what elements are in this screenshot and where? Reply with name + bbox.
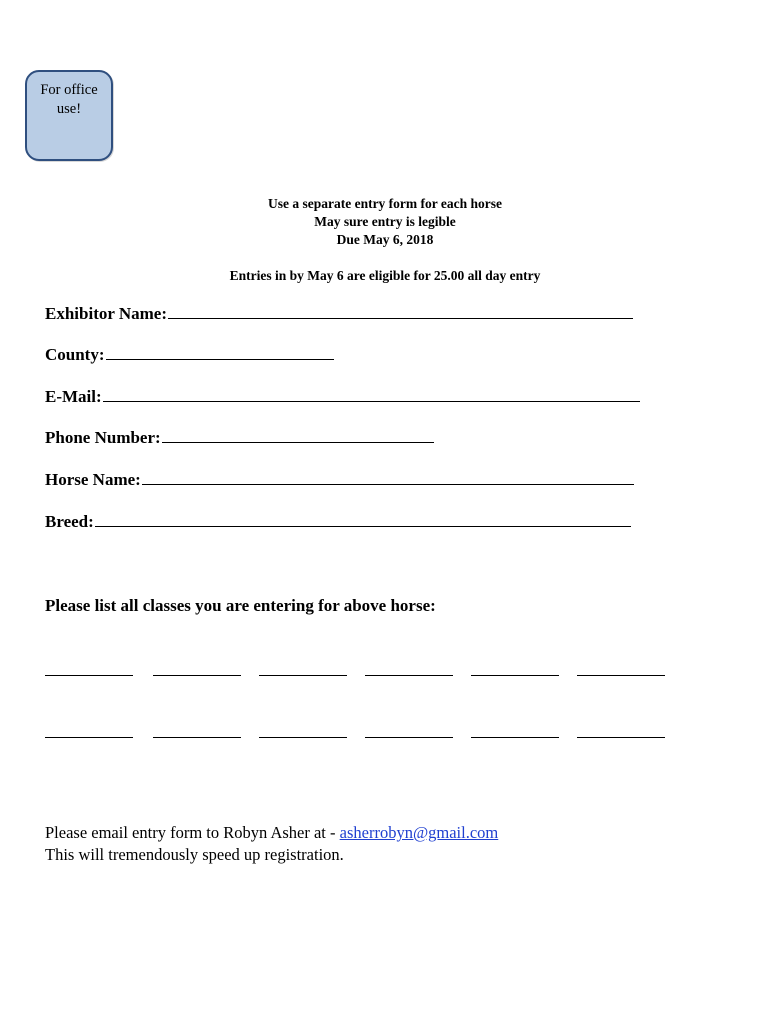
phone-number-label: Phone Number: [45, 428, 161, 447]
breed-field[interactable] [45, 511, 631, 533]
county-blank[interactable] [106, 344, 334, 360]
class-blank[interactable] [45, 663, 133, 676]
email-blank[interactable] [103, 386, 640, 402]
county-field[interactable] [45, 344, 334, 366]
exhibitor-name-field[interactable] [45, 303, 633, 325]
office-use-label-line2: use! [56, 101, 82, 117]
class-blank[interactable] [365, 725, 453, 738]
horse-name-blank[interactable] [142, 469, 634, 485]
instruction-legible: May sure entry is legible [314, 214, 456, 229]
breed-label: Breed: [45, 512, 94, 531]
phone-number-blank[interactable] [162, 427, 434, 443]
class-blank[interactable] [577, 663, 665, 676]
class-blank[interactable] [365, 663, 453, 676]
office-use-box [25, 70, 113, 161]
email-instruction [45, 822, 498, 844]
horse-name-label: Horse Name: [45, 470, 141, 489]
office-use-label-line1: For office [40, 82, 98, 98]
exhibitor-name-label: Exhibitor Name: [45, 304, 167, 323]
speed-up-note: This will tremendously speed up registration. [45, 845, 344, 864]
contact-email-link[interactable]: asherrobyn@gmail.com [339, 823, 499, 842]
breed-blank[interactable] [95, 511, 631, 527]
email-label: E-Mail: [45, 387, 102, 406]
class-blank[interactable] [577, 725, 665, 738]
exhibitor-name-blank[interactable] [168, 303, 633, 319]
email-instruction-text: Please email entry form to Robyn Asher at - [45, 823, 340, 842]
class-blank[interactable] [45, 725, 133, 738]
class-blank[interactable] [259, 663, 347, 676]
class-blank[interactable] [153, 725, 241, 738]
class-blank[interactable] [153, 663, 241, 676]
class-blank[interactable] [259, 725, 347, 738]
class-blank[interactable] [471, 725, 559, 738]
email-field[interactable] [45, 386, 640, 408]
phone-number-field[interactable] [45, 427, 434, 449]
due-date: Due May 6, 2018 [336, 232, 434, 247]
horse-name-field[interactable] [45, 469, 634, 491]
classes-heading: Please list all classes you are entering for above horse: [45, 596, 436, 615]
class-blank[interactable] [471, 663, 559, 676]
instruction-separate-form: Use a separate entry form for each horse [267, 196, 503, 211]
early-entry-note: Entries in by May 6 are eligible for 25.00 all day entry [229, 268, 541, 283]
county-label: County: [45, 345, 105, 364]
